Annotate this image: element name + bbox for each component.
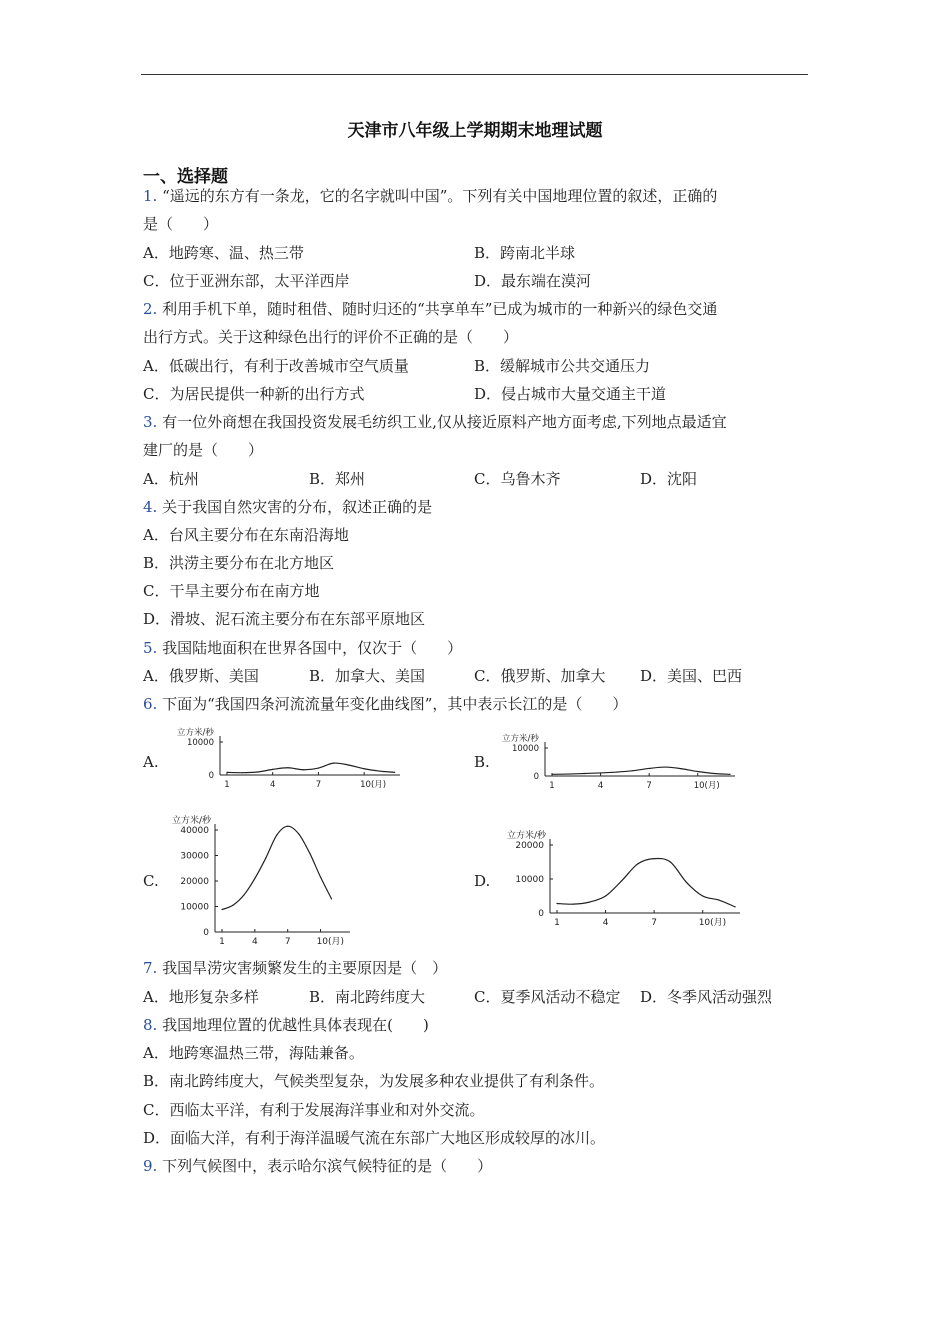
x-tick-label: 1 bbox=[219, 937, 225, 947]
data-point bbox=[276, 835, 277, 836]
data-point bbox=[702, 895, 703, 896]
option-b: B．郑州 bbox=[309, 470, 366, 488]
y-tick-label: 10000 bbox=[186, 738, 214, 748]
option-a: A．地跨寒、温、热三带 bbox=[143, 244, 304, 262]
data-point bbox=[287, 826, 288, 827]
question-text: 有一位外商想在我国投资发展毛纺织工业,仅从接近原料产地方面考虑,下列地点最适宜 bbox=[162, 413, 727, 431]
data-point bbox=[232, 905, 233, 906]
option-d: D. bbox=[474, 872, 491, 890]
y-tick-label: 20000 bbox=[515, 841, 544, 851]
page-title: 天津市八年级上学期期末地理试题 bbox=[347, 121, 603, 141]
option-b: B．缓解城市公共交通压力 bbox=[474, 357, 651, 375]
question-number: 6. bbox=[143, 695, 158, 713]
data-point bbox=[243, 894, 244, 895]
data-point bbox=[686, 882, 687, 883]
data-point bbox=[364, 768, 365, 769]
data-point bbox=[632, 770, 633, 771]
option-d: D．美国、巴西 bbox=[640, 667, 743, 685]
data-point bbox=[568, 773, 569, 774]
question-4 bbox=[143, 497, 432, 517]
question-3 bbox=[143, 412, 727, 432]
question-7 bbox=[143, 958, 447, 978]
option-a: A．地跨寒温热三带，海陆兼备。 bbox=[143, 1044, 364, 1062]
y-tick-label: 0 bbox=[203, 928, 209, 938]
option-d: D．面临大洋，有利于海洋温暖气流在东部广大地区形成较厚的冰川。 bbox=[143, 1129, 606, 1147]
option-c: C．位于亚洲东部，太平洋西岸 bbox=[143, 272, 350, 290]
question-8 bbox=[143, 1015, 429, 1035]
option-b: B. bbox=[474, 753, 490, 771]
question-number: 3. bbox=[143, 413, 158, 431]
option-d: D．沈阳 bbox=[640, 470, 698, 488]
option-c: C．西临太平洋，有利于发展海洋事业和对外交流。 bbox=[143, 1101, 485, 1119]
option-c: C．乌鲁木齐 bbox=[474, 470, 561, 488]
option-a: A．地形复杂多样 bbox=[143, 988, 259, 1006]
river-flow-chart-d bbox=[500, 825, 750, 935]
x-tick-label: 4 bbox=[251, 937, 258, 947]
data-point bbox=[265, 857, 266, 858]
data-point bbox=[605, 895, 606, 896]
data-point bbox=[637, 863, 638, 864]
y-tick-label: 30000 bbox=[180, 851, 209, 862]
data-point bbox=[394, 772, 395, 773]
data-point bbox=[333, 763, 334, 764]
y-tick-label: 10000 bbox=[515, 875, 544, 885]
x-tick-label: 7 bbox=[284, 937, 291, 947]
x-tick-label: 10(月) bbox=[360, 780, 387, 790]
y-unit-label: 立方米/秒 bbox=[507, 831, 547, 841]
y-tick-label: 20000 bbox=[180, 877, 209, 887]
option-b: B．南北跨纬度大 bbox=[309, 988, 426, 1006]
y-tick-label: 10000 bbox=[180, 902, 209, 913]
header-rule bbox=[141, 74, 808, 75]
y-tick-label: 0 bbox=[533, 772, 539, 782]
data-point bbox=[665, 766, 666, 767]
option-c: C. bbox=[143, 872, 159, 890]
y-unit-label: 立方米/秒 bbox=[502, 734, 539, 744]
option-a: A．俄罗斯、美国 bbox=[143, 667, 259, 685]
option-a: A．低碳出行，有利于改善城市空气质量 bbox=[143, 357, 409, 375]
option-a: A．台风主要分布在东南沿海地 bbox=[143, 526, 349, 544]
question-text: “遥远的东方有一条龙，它的名字就叫中国”。下列有关中国地理位置的叙述，正确的 bbox=[162, 187, 718, 205]
flow-series-line bbox=[222, 826, 332, 909]
option-d: D．最东端在漠河 bbox=[474, 272, 592, 290]
data-point bbox=[226, 772, 227, 773]
data-point bbox=[670, 861, 671, 862]
question-9 bbox=[143, 1156, 492, 1176]
question-text: 下列气候图中，表示哈尔滨气候特征的是（ ） bbox=[162, 1157, 493, 1175]
x-tick-label: 7 bbox=[651, 918, 658, 928]
x-tick-label: 1 bbox=[554, 918, 560, 928]
question-3-cont: 建厂的是（ ） bbox=[143, 441, 264, 459]
x-tick-label: 1 bbox=[224, 780, 230, 790]
data-point bbox=[254, 878, 255, 879]
y-tick-label: 40000 bbox=[180, 826, 209, 836]
data-point bbox=[584, 773, 585, 774]
flow-series-line bbox=[552, 767, 730, 774]
data-point bbox=[298, 833, 299, 834]
option-d: D．侵占城市大量交通主干道 bbox=[474, 385, 667, 403]
option-d: D．滑坡、泥石流主要分布在东部平原地区 bbox=[143, 610, 426, 628]
question-2 bbox=[143, 299, 717, 319]
data-point bbox=[318, 767, 319, 768]
question-number: 5. bbox=[143, 639, 158, 657]
x-tick-label: 7 bbox=[646, 781, 652, 791]
x-tick-label: 10(月) bbox=[698, 918, 727, 928]
river-flow-chart-c bbox=[160, 808, 370, 950]
x-tick-label: 4 bbox=[270, 780, 276, 790]
question-number: 1. bbox=[143, 187, 158, 205]
data-point bbox=[551, 774, 552, 775]
data-point bbox=[309, 852, 310, 853]
data-point bbox=[713, 773, 714, 774]
x-tick-label: 4 bbox=[597, 781, 604, 791]
question-text: 关于我国自然灾害的分布，叙述正确的是 bbox=[162, 498, 433, 516]
data-point bbox=[287, 767, 288, 768]
data-point bbox=[221, 909, 222, 910]
y-tick-label: 10000 bbox=[511, 744, 539, 754]
question-number: 8. bbox=[143, 1016, 158, 1034]
question-number: 7. bbox=[143, 959, 158, 977]
question-text: 利用手机下单，随时租借、随时归还的“共享单车”已成为城市的一种新兴的绿色交通 bbox=[162, 300, 718, 318]
question-number: 4. bbox=[143, 498, 158, 516]
data-point bbox=[556, 903, 557, 904]
question-number: 2. bbox=[143, 300, 158, 318]
data-point bbox=[320, 877, 321, 878]
question-text: 我国旱涝灾害频繁发生的主要原因是（ ） bbox=[162, 959, 448, 977]
data-point bbox=[681, 768, 682, 769]
data-point bbox=[697, 771, 698, 772]
option-c: C．夏季风活动不稳定 bbox=[474, 988, 621, 1006]
data-point bbox=[616, 771, 617, 772]
x-tick-label: 1 bbox=[549, 781, 555, 791]
question-1-cont: 是（ ） bbox=[143, 215, 219, 233]
data-point bbox=[257, 771, 258, 772]
option-a: A. bbox=[143, 753, 159, 771]
option-c: C．俄罗斯、加拿大 bbox=[474, 667, 606, 685]
y-tick-label: 0 bbox=[208, 771, 214, 781]
data-point bbox=[600, 772, 601, 773]
x-tick-label: 10(月) bbox=[693, 781, 720, 791]
question-5 bbox=[143, 638, 462, 658]
data-point bbox=[734, 906, 735, 907]
data-point bbox=[621, 880, 622, 881]
data-point bbox=[331, 898, 332, 899]
data-point bbox=[573, 904, 574, 905]
data-point bbox=[379, 770, 380, 771]
flow-series-line bbox=[227, 763, 395, 773]
option-a: A．杭州 bbox=[143, 470, 199, 488]
x-tick-label: 7 bbox=[315, 780, 322, 790]
option-b: B．加拿大、美国 bbox=[309, 667, 426, 685]
option-d: D．冬季风活动强烈 bbox=[640, 988, 773, 1006]
option-c: C．干旱主要分布在南方地 bbox=[143, 582, 320, 600]
data-point bbox=[348, 765, 349, 766]
question-text: 下面为“我国四条河流流量年变化曲线图”，其中表示长江的是（ ） bbox=[162, 695, 628, 713]
y-unit-label: 立方米/秒 bbox=[172, 816, 212, 826]
data-point bbox=[242, 772, 243, 773]
option-c: C．为居民提供一种新的出行方式 bbox=[143, 385, 365, 403]
data-point bbox=[718, 899, 719, 900]
data-point bbox=[729, 774, 730, 775]
river-flow-chart-a bbox=[160, 726, 410, 800]
option-b: B．洪涝主要分布在北方地区 bbox=[143, 554, 335, 572]
data-point bbox=[654, 858, 655, 859]
data-point bbox=[303, 769, 304, 770]
question-6 bbox=[143, 694, 627, 714]
question-text: 我国地理位置的优越性具体表现在( ) bbox=[162, 1016, 429, 1034]
question-number: 9. bbox=[143, 1157, 158, 1175]
data-point bbox=[649, 768, 650, 769]
y-tick-label: 0 bbox=[538, 909, 544, 919]
river-flow-chart-b bbox=[490, 728, 750, 802]
option-b: B．跨南北半球 bbox=[474, 244, 576, 262]
question-text: 我国陆地面积在世界各国中，仅次于（ ） bbox=[162, 639, 463, 657]
data-point bbox=[272, 769, 273, 770]
section-heading: 一、选择题 bbox=[143, 167, 228, 187]
flow-series-line bbox=[557, 858, 735, 906]
option-b: B．南北跨纬度大，气候类型复杂，为发展多种农业提供了有利条件。 bbox=[143, 1072, 605, 1090]
data-point bbox=[589, 902, 590, 903]
question-1 bbox=[143, 186, 717, 206]
x-tick-label: 10(月) bbox=[316, 937, 345, 947]
question-2-cont: 出行方式。关于这种绿色出行的评价不正确的是（ ） bbox=[143, 328, 519, 346]
y-unit-label: 立方米/秒 bbox=[177, 728, 214, 738]
x-tick-label: 4 bbox=[602, 918, 609, 928]
